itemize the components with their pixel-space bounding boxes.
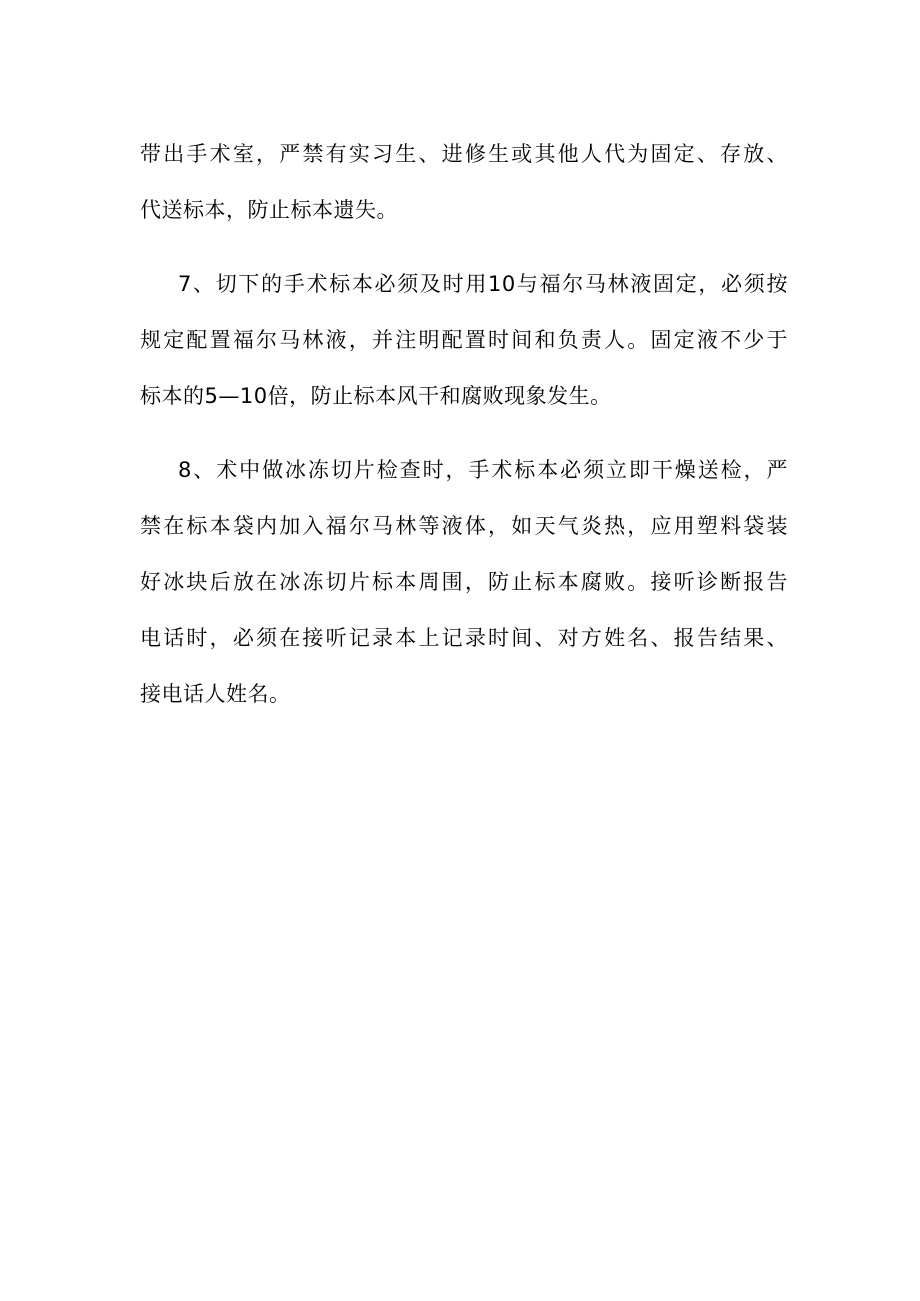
text-line: 标本的5—10倍，防止标本风干和腐败现象发生。 [140, 384, 612, 408]
text-line: 电话时，必须在接听记录本上记录时间、对方姓名、报告结果、 [140, 626, 788, 650]
text-line: 接电话人姓名。 [140, 682, 291, 706]
text-line: 8、术中做冰冻切片检查时，手术标本必须立即干燥送检，严 [178, 458, 788, 482]
text-line: 规定配置福尔马林液，并注明配置时间和负责人。固定液不少于 [140, 328, 788, 352]
paragraph-item-8 [140, 442, 788, 722]
paragraph-continuation [140, 126, 788, 238]
paragraph-item-7 [140, 256, 788, 424]
text-line: 7、切下的手术标本必须及时用10与福尔马林液固定，必须按 [178, 272, 788, 296]
text-line: 带出手术室，严禁有实习生、进修生或其他人代为固定、存放、 [140, 142, 788, 166]
text-line: 好冰块后放在冰冻切片标本周围，防止标本腐败。接听诊断报告 [140, 570, 788, 594]
text-line: 禁在标本袋内加入福尔马林等液体，如天气炎热，应用塑料袋装 [140, 514, 788, 538]
text-line: 代送标本，防止标本遗失。 [140, 198, 398, 222]
document-body [140, 126, 788, 722]
